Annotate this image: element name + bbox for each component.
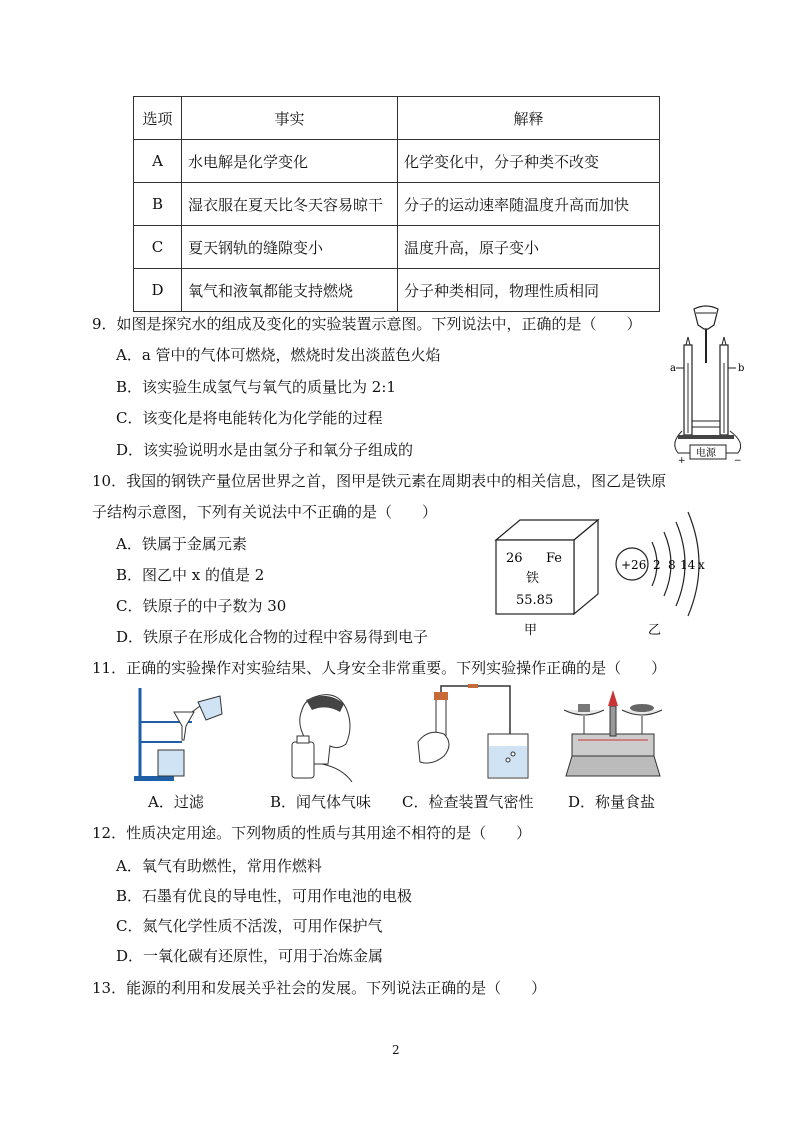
q12-option-d: D．一氧化碳有还原性，可用于冶炼金属 bbox=[116, 947, 384, 965]
weighing-salt-illustration bbox=[558, 686, 668, 782]
q11-caption-b: B．闻气体气味 bbox=[270, 793, 372, 811]
table-cell: 温度升高，原子变小 bbox=[398, 226, 660, 269]
minus-label: − bbox=[734, 456, 742, 465]
q10-option-b: B．图乙中 x 的值是 2 bbox=[116, 566, 265, 584]
q12-stem: 12．性质决定用途。下列物质的性质与其用途不相符的是（ ） bbox=[92, 824, 532, 842]
table-cell: 湿衣服在夏天比冬天容易晾干 bbox=[182, 183, 398, 226]
q11-caption-d: D．称量食盐 bbox=[568, 793, 656, 811]
table-cell: 水电解是化学变化 bbox=[182, 140, 398, 183]
tube-b-label: b bbox=[738, 363, 745, 374]
shell-1-electrons: 2 bbox=[653, 558, 661, 572]
q9-option-d: D．该实验说明水是由氢分子和氧分子组成的 bbox=[116, 441, 414, 459]
page-number: 2 bbox=[392, 1043, 400, 1057]
plus-label: + bbox=[678, 456, 686, 465]
tube-a-label: a bbox=[670, 363, 676, 374]
element-symbol: Fe bbox=[546, 551, 563, 566]
figure-yi-caption: 乙 bbox=[648, 623, 662, 638]
atomic-mass: 55.85 bbox=[516, 593, 554, 608]
table-header-row bbox=[134, 97, 660, 140]
filtration-illustration bbox=[130, 684, 230, 784]
q9-option-a: A．a 管中的气体可燃烧，燃烧时发出淡蓝色火焰 bbox=[116, 346, 441, 364]
nucleus-charge: +26 bbox=[621, 558, 647, 572]
q11-caption-c: C．检查装置气密性 bbox=[402, 793, 534, 811]
table-row bbox=[134, 269, 660, 312]
table-header: 事实 bbox=[182, 97, 398, 140]
table-cell: A bbox=[134, 140, 182, 183]
table-cell: 氧气和液氧都能支持燃烧 bbox=[182, 269, 398, 312]
table-cell: 分子的运动速率随温度升高而加快 bbox=[398, 183, 660, 226]
table-row bbox=[134, 183, 660, 226]
q12-option-a: A．氧气有助燃性，常用作燃料 bbox=[116, 857, 322, 875]
q12-option-b: B．石墨有优良的导电性，可用作电池的电极 bbox=[116, 887, 413, 905]
element-name: 铁 bbox=[526, 571, 540, 586]
q11-caption-a: A．过滤 bbox=[148, 793, 204, 811]
table-cell: 夏天钢轨的缝隙变小 bbox=[182, 226, 398, 269]
airtightness-check-illustration bbox=[414, 684, 534, 784]
shell-4-electrons: x bbox=[698, 558, 705, 572]
atomic-number: 26 bbox=[506, 551, 523, 566]
shell-3-electrons: 14 bbox=[680, 558, 696, 572]
table-row bbox=[134, 226, 660, 269]
table-row bbox=[134, 140, 660, 183]
table-cell: 化学变化中，分子种类不改变 bbox=[398, 140, 660, 183]
shell-2-electrons: 8 bbox=[668, 558, 676, 572]
atom-structure-figure bbox=[612, 508, 722, 638]
table-header: 解释 bbox=[398, 97, 660, 140]
table-header: 选项 bbox=[134, 97, 182, 140]
power-source-label: 电源 bbox=[696, 448, 716, 459]
smelling-gas-illustration bbox=[282, 690, 372, 784]
q9-option-b: B．该实验生成氢气与氧气的质量比为 2:1 bbox=[116, 378, 396, 396]
q10-stem-line1: 10．我国的钢铁产量位居世界之首，图甲是铁元素在周期表中的相关信息，图乙是铁原 bbox=[92, 472, 667, 490]
q13-stem: 13．能源的利用和发展关乎社会的发展。下列说法正确的是（ ） bbox=[92, 979, 547, 997]
element-card-figure bbox=[492, 518, 612, 638]
q9-stem: 9．如图是探究水的组成及变化的实验装置示意图。下列说法中，正确的是（ ） bbox=[92, 315, 642, 333]
q10-stem-line2: 子结构示意图，下列有关说法中不正确的是（ ） bbox=[92, 503, 438, 521]
table-cell: C bbox=[134, 226, 182, 269]
figure-jia-caption: 甲 bbox=[524, 623, 538, 638]
q12-option-c: C．氮气化学性质不活泼，可用作保护气 bbox=[116, 917, 383, 935]
q10-option-c: C．铁原子的中子数为 30 bbox=[116, 597, 287, 615]
q11-stem: 11．正确的实验操作对实验结果、人身安全非常重要。下列实验操作正确的是（ ） bbox=[92, 659, 667, 677]
electrolysis-apparatus-figure bbox=[664, 303, 760, 465]
table-cell: D bbox=[134, 269, 182, 312]
facts-table bbox=[133, 96, 660, 312]
table-cell: 分子种类相同，物理性质相同 bbox=[398, 269, 660, 312]
q10-option-a: A．铁属于金属元素 bbox=[116, 535, 247, 553]
q9-option-c: C．该变化是将电能转化为化学能的过程 bbox=[116, 409, 383, 427]
q10-option-d: D．铁原子在形成化合物的过程中容易得到电子 bbox=[116, 628, 429, 646]
table-cell: B bbox=[134, 183, 182, 226]
